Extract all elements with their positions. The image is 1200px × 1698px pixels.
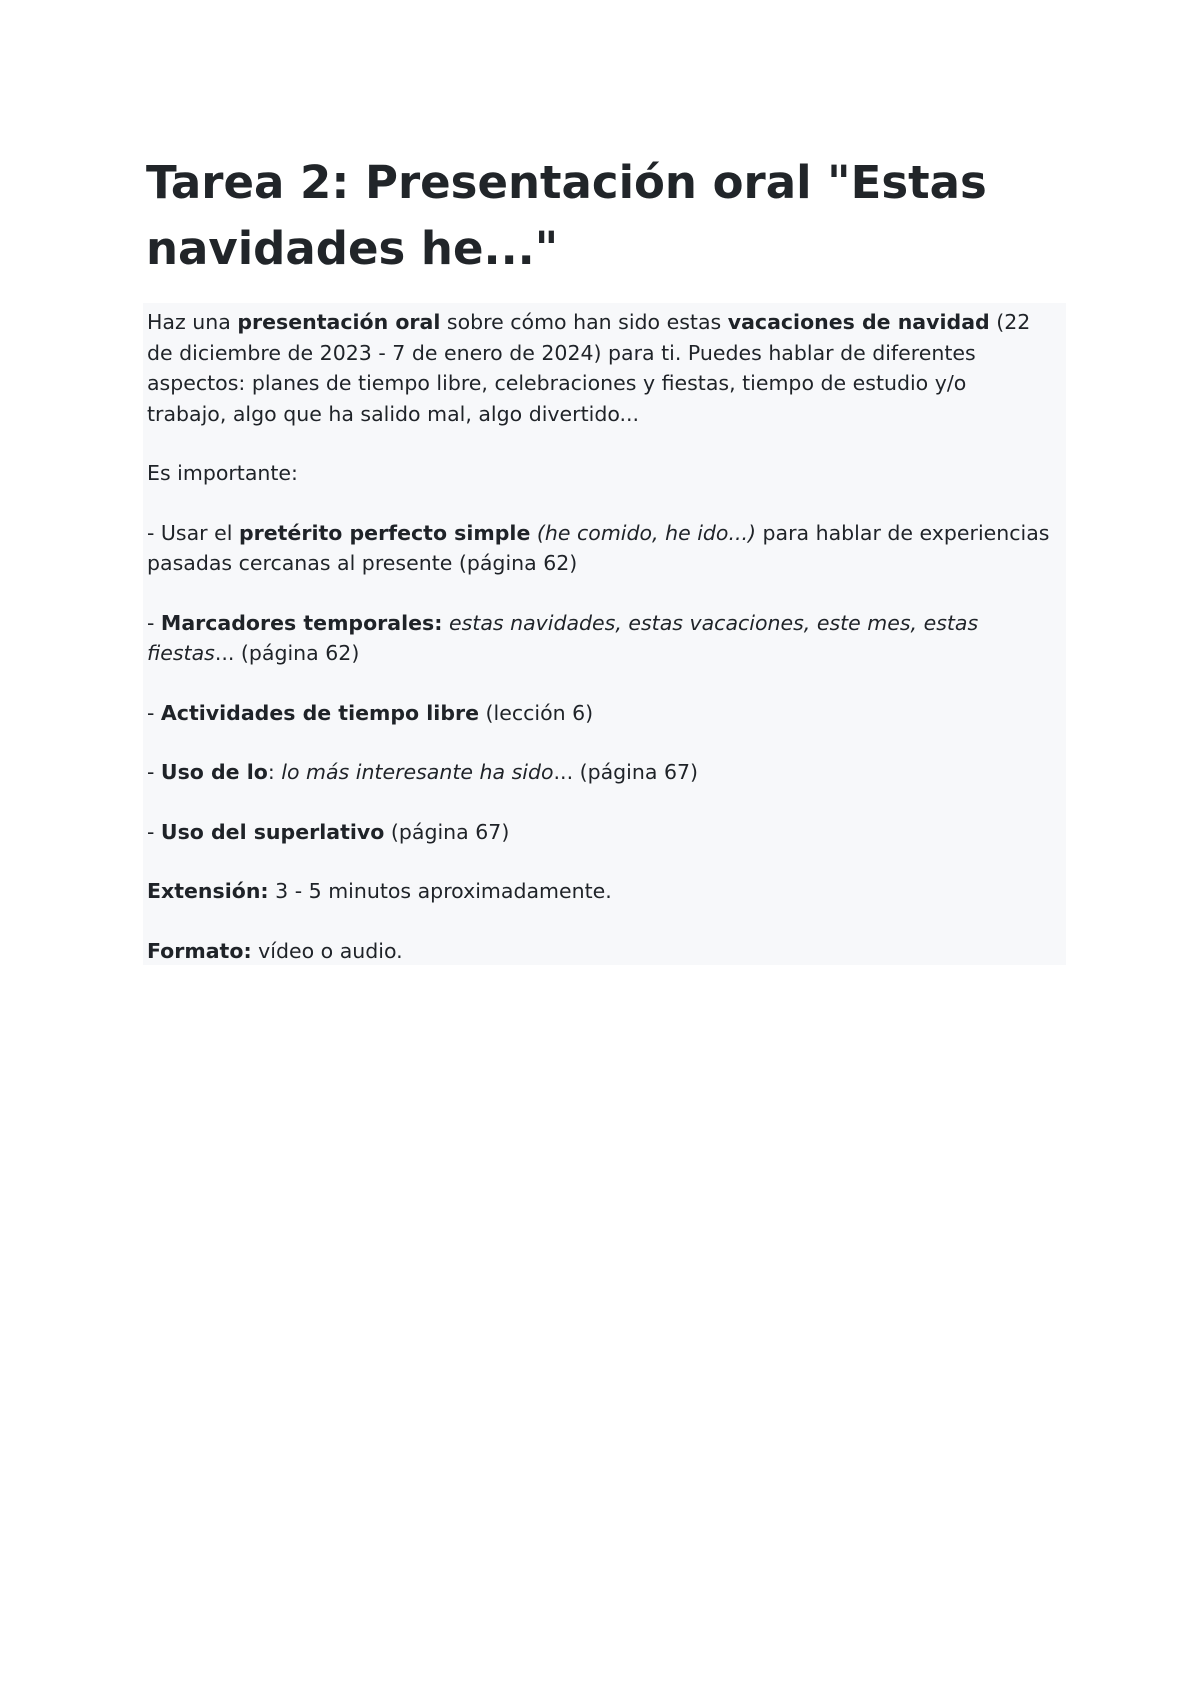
- formato-line: [147, 936, 1052, 967]
- item-superlativo-text-1: -: [147, 819, 161, 844]
- intro-text-2: sobre cómo han sido estas: [440, 310, 728, 334]
- important-heading: Es importante:: [147, 461, 298, 485]
- item-uso-lo: [147, 757, 1052, 788]
- extension-label: Extensión:: [147, 879, 269, 903]
- extension-value: 3 - 5 minutos aproximadamente.: [268, 879, 612, 903]
- item-actividades: [147, 698, 1052, 729]
- item-marcadores-text-1: -: [147, 610, 161, 635]
- page-title: Tarea 2: Presentación oral "Estas navidades he...": [146, 156, 987, 275]
- intro-paragraph: [147, 307, 1052, 429]
- formato-label: Formato:: [147, 938, 252, 963]
- extension-line: [147, 876, 1052, 907]
- intro-bold-presentacion: presentación oral: [237, 310, 441, 334]
- item-superlativo-text-2: (página 67): [384, 819, 510, 844]
- formato-value: vídeo o audio.: [251, 938, 403, 963]
- item-preterito-text-3: para hablar de experiencias pasadas cercanas al presente (página 62): [147, 520, 1050, 575]
- item-uso-lo-text-1: -: [147, 760, 161, 784]
- item-actividades-bold: Actividades de tiempo libre: [160, 700, 480, 725]
- task-description-text: [147, 307, 1052, 995]
- item-actividades-text-2: (lección 6): [479, 700, 594, 725]
- item-preterito-text-1: - Usar el: [147, 520, 239, 545]
- intro-text-1: Haz una: [147, 310, 238, 334]
- intro-bold-vacaciones: vacaciones de navidad: [727, 310, 990, 334]
- task-description-panel: [143, 303, 1066, 965]
- item-uso-lo-text-2: :: [267, 760, 282, 784]
- intro-text-3: (22 de diciembre de 2023 - 7 de enero de 2024) para ti. Puedes hablar de diferentes aspectos: planes de tiempo libre, celebraciones y fiestas, tiempo de estudio y/o trabajo, algo que ha salido mal, algo divertido...: [147, 310, 1031, 426]
- item-marcadores-italic: estas navidades, estas vacaciones, este mes, estas fiestas: [147, 610, 979, 665]
- item-uso-lo-bold: Uso de lo: [160, 760, 268, 784]
- item-superlativo-bold: Uso del superlativo: [160, 819, 385, 844]
- item-preterito-italic: (he comido, he ido...): [536, 520, 757, 545]
- item-preterito: [147, 518, 1052, 579]
- item-superlativo: [147, 817, 1052, 848]
- item-actividades-text-1: -: [147, 700, 161, 725]
- item-uso-lo-italic: lo más interesante ha sido: [281, 760, 554, 784]
- item-marcadores-text-3: ... (página 62): [214, 641, 360, 665]
- item-marcadores-bold: Marcadores temporales:: [160, 610, 443, 635]
- item-preterito-bold: pretérito perfecto simple: [238, 520, 531, 545]
- item-marcadores: [147, 608, 1052, 669]
- item-uso-lo-text-3: ... (página 67): [553, 760, 699, 784]
